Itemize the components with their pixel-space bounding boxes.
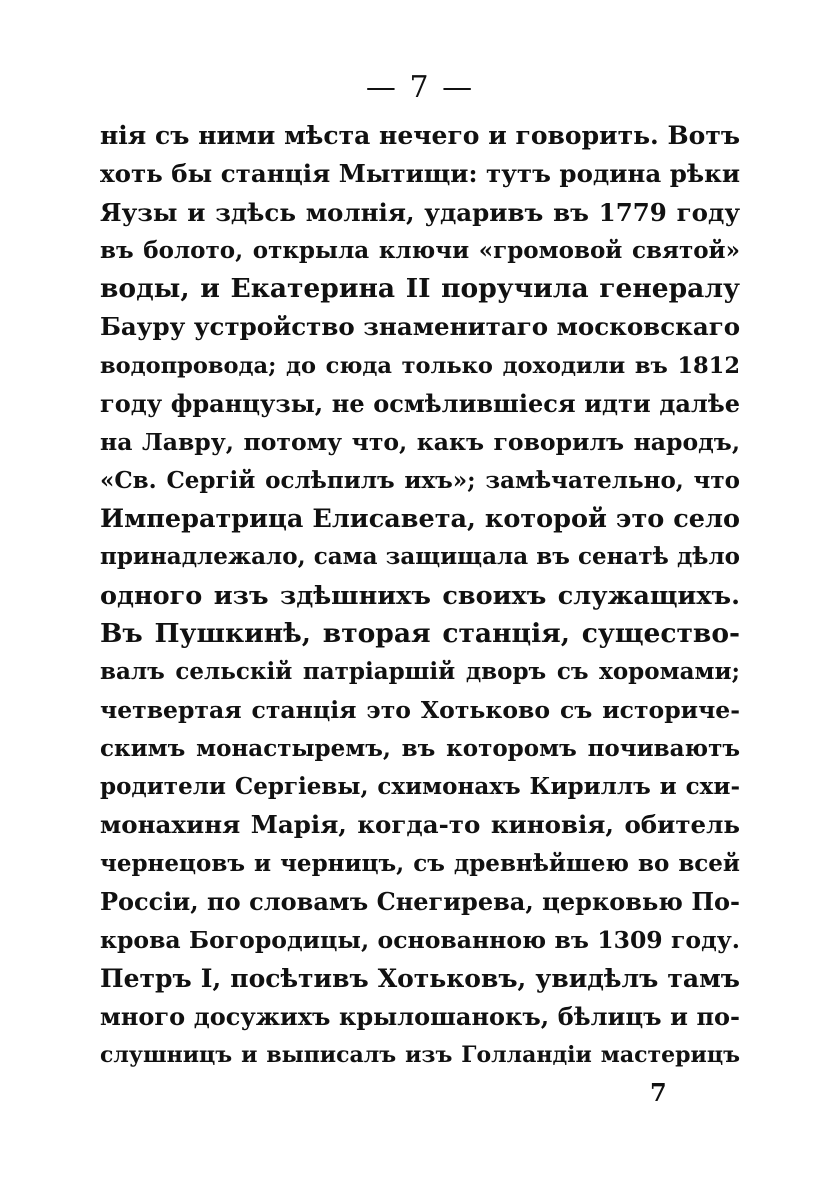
text-line: слушницъ и выписалъ изъ Голландіи мастерицъ (100, 1042, 740, 1069)
text-line: Въ Пушкинѣ, вторая станція, существо- (100, 617, 740, 649)
text-line: нія съ ними мѣста нечего и говорить. Вотъ (100, 121, 740, 150)
text-line: Петръ I, посѣтивъ Хотьковъ, увидѣлъ тамъ (100, 963, 740, 993)
text-line: Яузы и здѣсь молнія, ударивъ въ 1779 году (100, 197, 740, 227)
text-line: году французы, не осмѣлившіеся идти далѣе (100, 389, 740, 419)
text-line: крова Богородицы, основанною въ 1309 году. (100, 926, 740, 955)
text-line: на Лавру, потому что, какъ говорилъ народъ, (100, 428, 740, 457)
text-line: въ болото, открыла ключи «громовой святой» (100, 236, 740, 264)
text-line: принадлежало, сама защищала въ сенатѣ дѣло (100, 543, 740, 571)
text-line: чернецовъ и черницъ, съ древнѣйшею во всей (100, 849, 740, 877)
text-line: монахиня Марія, когда-то киновія, обитель (100, 810, 740, 840)
text-line: Бауру устройство знаменитаго московскаго (100, 312, 740, 342)
text-line: «Св. Сергій ослѣпилъ ихъ»; замѣчательно, что (100, 466, 740, 494)
text-line: скимъ монастыремъ, въ которомъ почиваютъ (100, 734, 740, 762)
text-line: валъ сельскій патріаршій дворъ съ хоромами; (100, 658, 740, 686)
text-line: воды, и Екатерина II поручила генералу (100, 273, 740, 305)
text-line: Императрица Елисавета, которой это село (100, 503, 740, 534)
text-line: одного изъ здѣшнихъ своихъ служащихъ. (100, 580, 740, 611)
text-line: родители Сергіевы, схимонахъ Кириллъ и схи- (100, 773, 740, 801)
text-line: хоть бы станція Мытищи: тутъ родина рѣки (100, 159, 740, 189)
page-number-header: — 7 — (365, 70, 475, 105)
body-text (100, 117, 740, 1074)
text-line: много досужихъ крылошанокъ, бѣлицъ и по- (100, 1001, 740, 1031)
text-line: водопровода; до сюда только доходили въ 1812 (100, 352, 740, 379)
text-line: Россіи, по словамъ Снегирева, церковью По- (100, 886, 740, 916)
signature-mark: 7 (650, 1078, 667, 1107)
text-line: четвертая станція это Хотьково съ историче- (100, 696, 740, 725)
